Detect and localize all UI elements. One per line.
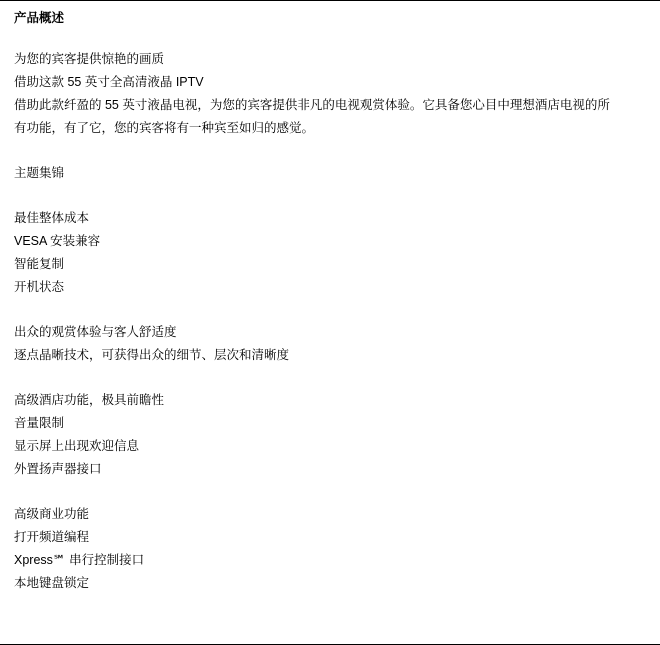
highlight-group-3 <box>14 389 644 481</box>
list-item: 开机状态 <box>14 280 65 294</box>
list-item: 音量限制 <box>14 416 65 430</box>
intro-paragraph: 借助此款纤盈的 55 英寸液晶电视，为您的宾客提供非凡的电视观赏体验。它具备您心目中理想酒店电视的所有功能，有了它，您的宾客将有一种宾至如归的感觉。 <box>14 98 610 135</box>
group-heading: 最佳整体成本 <box>14 211 90 225</box>
headline: 为您的宾客提供惊艳的画质 <box>14 52 165 66</box>
list-item: VESA 安装兼容 <box>14 234 101 248</box>
list-item: 显示屏上出现欢迎信息 <box>14 439 140 453</box>
list-item: 外置扬声器接口 <box>14 462 102 476</box>
highlights-title-block <box>14 162 644 185</box>
overview-block <box>14 48 644 140</box>
document-content <box>14 0 644 595</box>
list-item: 本地键盘锁定 <box>14 576 90 590</box>
highlight-group-1 <box>14 207 644 299</box>
section-title: 产品概述 <box>14 11 65 25</box>
group-heading: 高级商业功能 <box>14 507 90 521</box>
list-item: 智能复制 <box>14 257 65 271</box>
subhead: 借助这款 55 英寸全高清液晶 IPTV <box>14 75 204 89</box>
highlight-group-2 <box>14 321 644 367</box>
highlights-title: 主题集锦 <box>14 166 65 180</box>
group-heading: 高级酒店功能，极具前瞻性 <box>14 393 165 407</box>
list-item: Xpress℠ 串行控制接口 <box>14 553 145 567</box>
group-heading: 出众的观赏体验与客人舒适度 <box>14 325 177 339</box>
list-item: 打开频道编程 <box>14 530 90 544</box>
highlight-group-4 <box>14 503 644 595</box>
list-item: 逐点晶晰技术，可获得出众的细节、层次和清晰度 <box>14 348 290 362</box>
